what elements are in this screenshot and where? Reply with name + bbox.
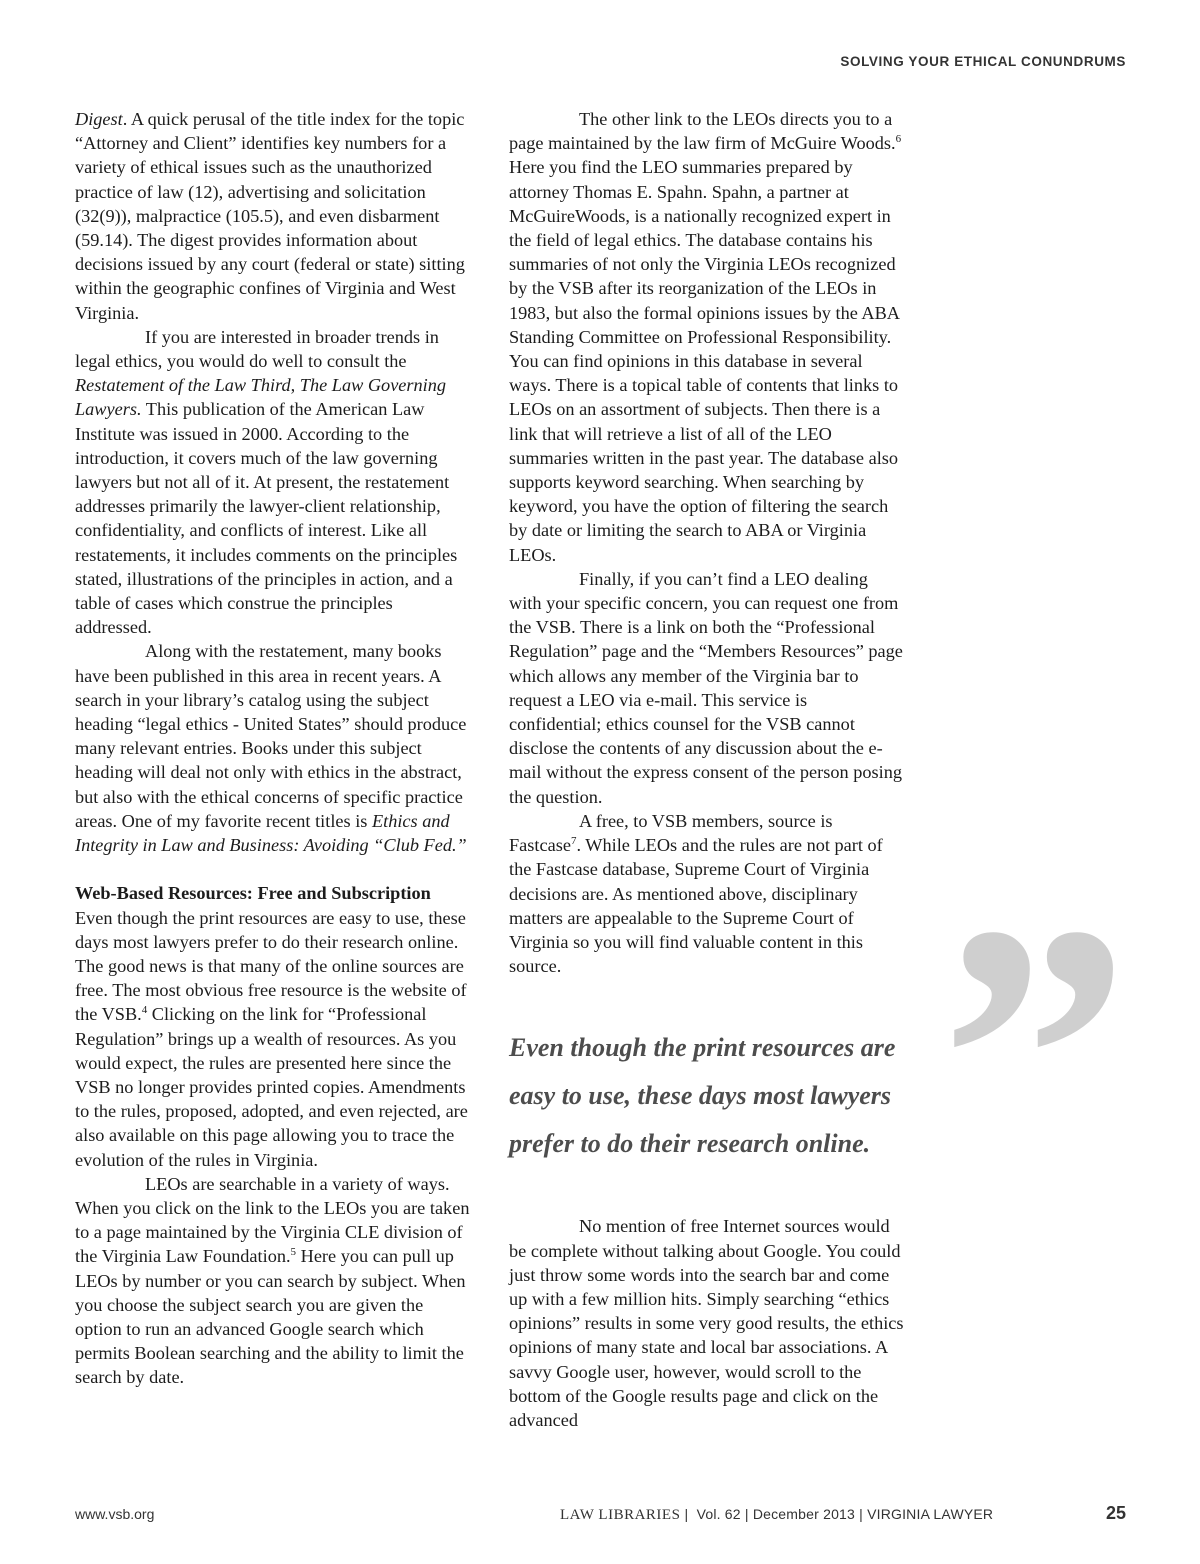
paragraph-text: LEOs are searchable in a variety of ways. When you click on the link to the LEOs you are taken to a page maintained by the Virginia CLE division of the Virginia Law Foundation. [75,1173,470,1267]
paragraph: No mention of free Internet sources would be complete without talking about Google. You could just throw some words into the search bar and come up with a few million hits. Simply searching “ethics opinions” results in some very good results, the ethics opinions of many state and local bar associations. A savvy Google user, however, would scroll to the bottom of the Google results page and click on the advanced [509,1216,904,1430]
right-column [509,107,904,1432]
footer-publication: VIRGINIA LAWYER [867,1506,994,1522]
left-column [75,107,473,1390]
footnote-ref: 4 [141,1004,148,1017]
footer-section: LAW LIBRARIES [560,1507,681,1523]
paragraph [509,107,904,567]
paragraph [75,107,473,325]
footnote-ref: 5 [290,1246,297,1259]
paragraph [509,809,904,978]
footer-url: www.vsb.org [75,1506,155,1522]
paragraph-text: Clicking on the link for “Professional Regulation” brings up a wealth of resources. As you would expect, the rules are presented here since the VSB no longer provides printed copies. Amendments to the rules, proposed, adopted, and even rejected, are also available on this page allowing you to trace the evolution of the rules in Virginia. [75,1004,468,1170]
paragraph-text: Here you can pull up LEOs by number or you can search by subject. When you choose the subject search you are given the option to run an advanced Google search which permits Boolean searching and the ability to limit the search by date. [75,1246,466,1388]
paragraph-text: . A quick perusal of the title index for the topic “Attorney and Client” identifies key numbers for a variety of ethical issues such as the unauthorized practice of law (12), advertising and solicitation (32(9)), malpractice (105.5), and even disbarment (59.14). The digest provides information about decisions issued by any court (federal or state) sitting within the geographic confines of Virginia and West Virginia. [75,109,465,323]
running-header: SOLVING YOUR ETHICAL CONUNDRUMS [840,54,1126,69]
footnote-ref: 7 [570,835,577,847]
footer-separator: | [684,1506,689,1522]
paragraph-text: . While LEOs and the rules are not part of the Fastcase database, Supreme Court of Virginia decisions are. As mentioned above, disciplinary matters are appealable to the Supreme Court of Virginia so you will find valuable content in this source. [509,835,883,977]
paragraph: Finally, if you can’t find a LEO dealing with your specific concern, you can request one from the VSB. There is a link on both the “Professional Regulation” page and the “Members Resources” page which allows any member of the Virginia bar to request a LEO via e-mail. This service is confidential; ethics counsel for the VSB cannot disclose the contents of any discussion about the e-mail without the express consent of the person posing the question. [509,568,903,807]
footnote-ref: 6 [895,133,902,146]
pull-quote: Even though the print resources are easy to use, these days most lawyers prefer to do their research online. [509,1033,896,1159]
book-title: Ethics and Integrity in Law and Business: Avoiding “Club Fed.” [75,810,467,856]
footer-publication-info [560,1506,993,1524]
paragraph-text: If you are interested in broader trends in legal ethics, you would do well to consult the [75,326,439,372]
section-heading: Web-Based Resources: Free and Subscription [75,883,431,904]
footer-separator: | [859,1506,863,1522]
paragraph-text: Even though the print resources are easy to use, these days most lawyers prefer to do their research online. The good news is that many of the online sources are free. The most obvious free resource is the website of the VSB. [75,907,467,1025]
footer-separator: | [744,1506,749,1522]
page-number: 25 [1105,1503,1126,1523]
paragraph-text: Here you find the LEO summaries prepared by attorney Thomas E. Spahn. Spahn, a partner at McGuireWoods, is a nationally recognized expert in the field of legal ethics. The database contains his summaries of not only the Virginia LEOs recognized by the VSB after its reorganization of the LEOs in 1983, but also the formal opinions issues by the ABA Standing Committee on Professional Responsibility. You can find opinions in this database in several ways. There is a topical table of contents that links to LEOs on an assortment of subjects. Then there is a link that will retrieve a list of all of the LEO summaries written in the past year. The database also supports keyword searching. When searching by keyword, you have the option of filtering the search by date or limiting the search to ABA or Virginia LEOs. [509,157,899,565]
paragraph [75,639,473,857]
paragraph [75,325,473,640]
paragraph-text: This publication of the American Law Institute was issued in 2000. According to the introduction, it covers much of the law governing lawyers but not all of it. At present, the restatement addresses primarily the lawyer-client relationship, confidentiality, and conflicts of interest. Like all restatements, it includes comments on the principles stated, illustrations of the principles in action, and a table of cases which construe the principles addressed. [75,399,458,638]
footer-volume: Vol. 62 [696,1506,741,1522]
quote-mark-icon: ” [940,847,1130,1268]
footer-date: December 2013 [752,1506,856,1522]
paragraph-text: The other link to the LEOs directs you to a page maintained by the law firm of McGuire Woods. [509,109,896,154]
paragraph-text: A free, to VSB members, source is Fastcase [509,810,833,856]
emphasis: Digest [75,109,123,129]
paragraph [75,906,473,1172]
book-title: Restatement of the Law Third, The Law Governing Lawyers. [75,375,447,420]
paragraph [75,1172,473,1390]
paragraph-text: Along with the restatement, many books have been published in this area in recent years. A search in your library’s catalog using the subject heading “legal ethics - United States” should produce many relevant entries. Books under this subject heading will deal not only with ethics in the abstract, but also with the ethical concerns of specific practice areas. One of my favorite recent titles is [75,641,467,831]
